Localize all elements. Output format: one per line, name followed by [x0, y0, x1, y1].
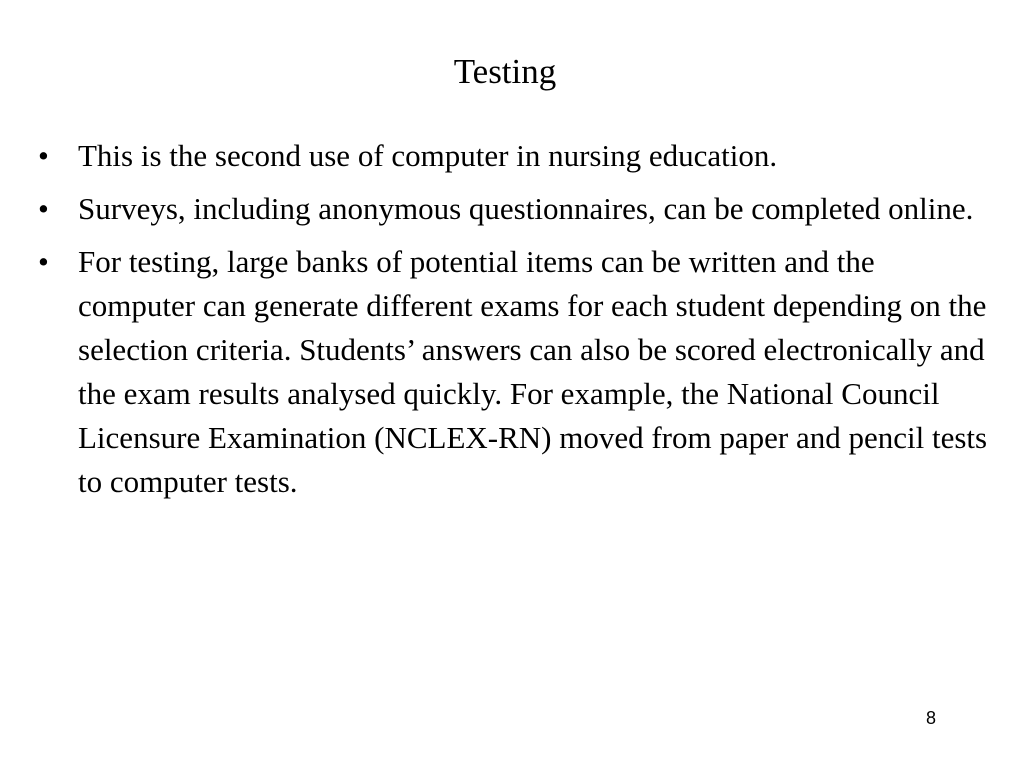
page-number: 8 — [925, 708, 936, 728]
bullet-text: For testing, large banks of potential items can be written and the computer can generate different exams for each student depending on the selection criteria. Students’ answers can also be scored electronically and the exam results analysed quickly. For example, the National Council Licensure Examination (NCLEX-RN) moved from paper and pencil tests to computer tests. — [78, 244, 988, 499]
bullet-item — [38, 134, 988, 178]
bullet-marker: • — [38, 191, 49, 226]
slide-title: Testing — [453, 52, 557, 91]
bullet-list — [38, 134, 988, 513]
bullet-text: Surveys, including anonymous questionnaires, can be completed online. — [78, 191, 974, 226]
bullet-item — [38, 187, 988, 231]
bullet-marker: • — [38, 138, 49, 173]
bullet-marker: • — [38, 244, 49, 279]
bullet-item — [38, 240, 988, 504]
bullet-text: This is the second use of computer in nursing education. — [78, 138, 778, 173]
